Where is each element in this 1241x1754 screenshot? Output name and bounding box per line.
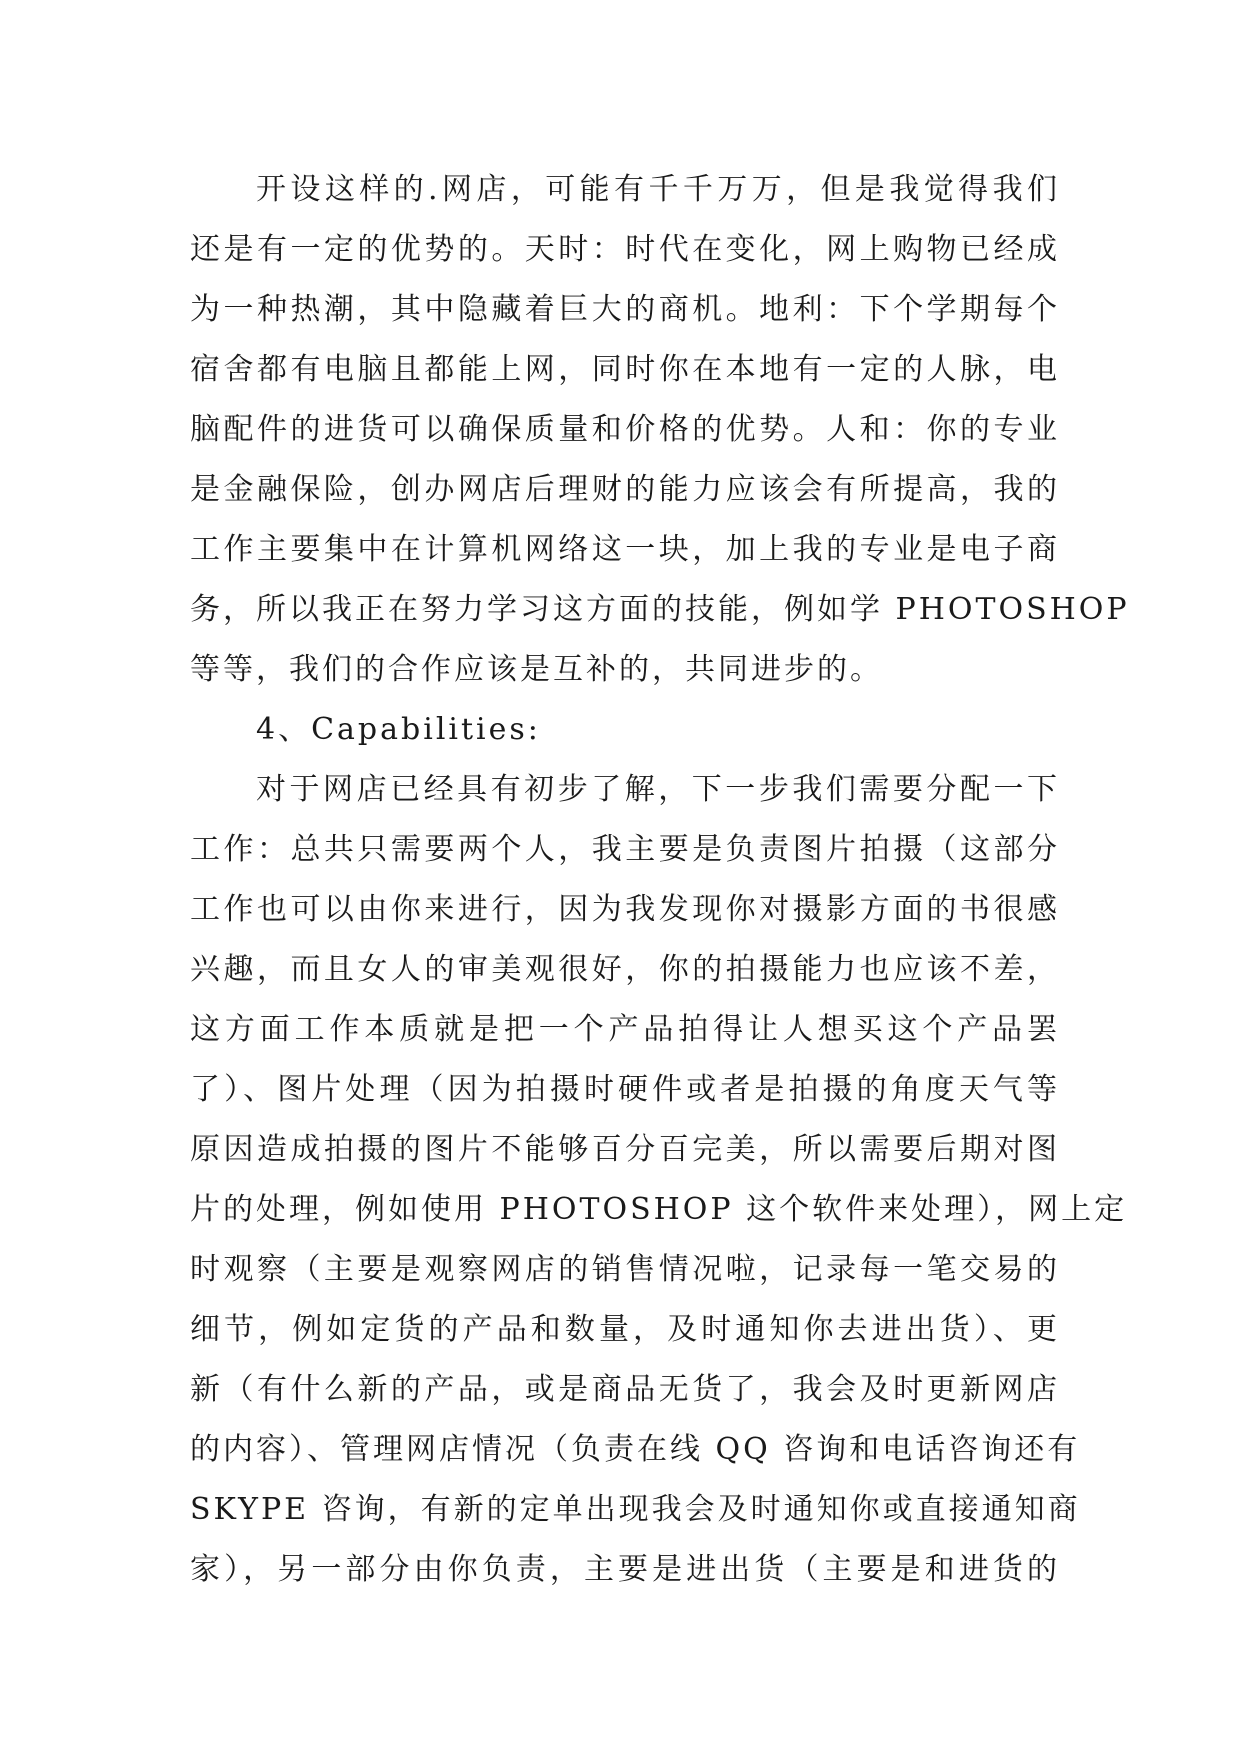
- paragraph-line: 的内容）、管理网店情况（负责在线 QQ 咨询和电话咨询还有: [190, 1432, 1081, 1467]
- paragraph-line: 对于网店已经具有初步了解，下一步我们需要分配一下: [256, 772, 1060, 807]
- paragraph-advantages: [190, 160, 1130, 700]
- paragraph-line: 开设这样的.网店，可能有千千万万，但是我觉得我们: [256, 172, 1060, 207]
- paragraph-line: 了）、图片处理（因为拍摄时硬件或者是拍摄的角度天气等: [190, 1072, 1060, 1107]
- paragraph-line: SKYPE 咨询，有新的定单出现我会及时通知你或直接通知商: [190, 1492, 1081, 1527]
- paragraph-line: 家），另一部分由你负责，主要是进出货（主要是和进货的: [190, 1552, 1060, 1587]
- paragraph-line: 工作：总共只需要两个人，我主要是负责图片拍摄（这部分: [190, 832, 1060, 867]
- paragraph-line: 原因造成拍摄的图片不能够百分百完美，所以需要后期对图: [190, 1132, 1060, 1167]
- paragraph-line: 片的处理，例如使用 PHOTOSHOP 这个软件来处理），网上定: [190, 1192, 1128, 1227]
- paragraph-line: 等等，我们的合作应该是互补的，共同进步的。: [190, 652, 883, 687]
- paragraph-line: 时观察（主要是观察网店的销售情况啦，记录每一笔交易的: [190, 1252, 1060, 1287]
- paragraph-line: 为一种热潮，其中隐藏着巨大的商机。地利：下个学期每个: [190, 292, 1060, 327]
- paragraph-line: 细节，例如定货的产品和数量，及时通知你去进出货）、更: [190, 1312, 1060, 1347]
- paragraph-line: 脑配件的进货可以确保质量和价格的优势。人和：你的专业: [190, 412, 1060, 447]
- paragraph-line: 工作也可以由你来进行，因为我发现你对摄影方面的书很感: [190, 892, 1060, 927]
- paragraph-line: 是金融保险，创办网店后理财的能力应该会有所提高，我的: [190, 472, 1060, 507]
- paragraph-work-division: [190, 760, 1128, 1600]
- paragraph-line: 新（有什么新的产品，或是商品无货了，我会及时更新网店: [190, 1372, 1060, 1407]
- body-text: [190, 160, 1130, 1600]
- paragraph-line: 工作主要集中在计算机网络这一块，加上我的专业是电子商: [190, 532, 1060, 567]
- paragraph-line: 还是有一定的优势的。天时：时代在变化，网上购物已经成: [190, 232, 1060, 267]
- paragraph-line: 这方面工作本质就是把一个产品拍得让人想买这个产品罢: [190, 1012, 1060, 1047]
- paragraph-line: 宿舍都有电脑且都能上网，同时你在本地有一定的人脉，电: [190, 352, 1060, 387]
- paragraph-line: 兴趣，而且女人的审美观很好，你的拍摄能力也应该不差，: [190, 952, 1060, 987]
- paragraph-line: 务，所以我正在努力学习这方面的技能，例如学 PHOTOSHOP: [190, 592, 1130, 627]
- section-heading: 4、Capabilities:: [256, 712, 541, 747]
